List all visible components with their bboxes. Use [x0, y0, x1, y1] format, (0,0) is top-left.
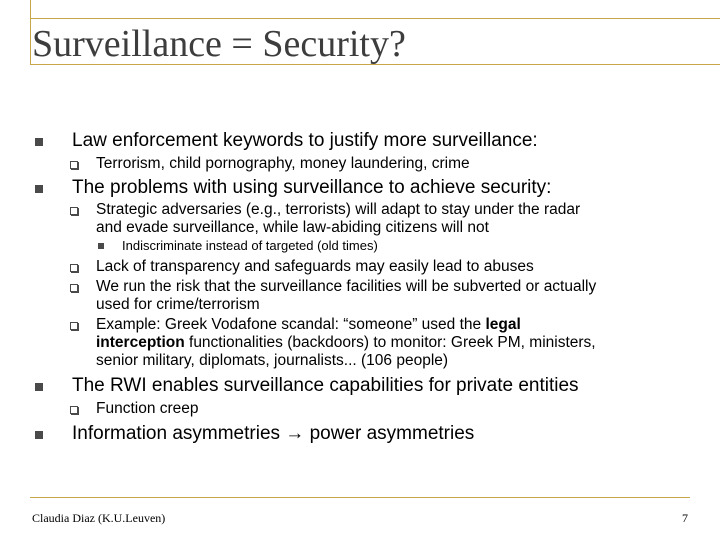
small-square-bullet-icon — [98, 243, 104, 249]
bullet-text: Information asymmetries → power asymmetries — [72, 423, 475, 444]
bullet-text: Lack of transparency and safeguards may easily lead to abuses — [96, 258, 534, 275]
bullet-rwi — [35, 375, 579, 397]
bullet-text: The problems with using surveillance to achieve security: — [72, 177, 552, 198]
bullet-text-line: Strategic adversaries (e.g., terrorists) will adapt to stay under the radar — [96, 201, 581, 218]
bullet-text-line: used for crime/terrorism — [96, 296, 260, 313]
bullet-text: Terrorism, child pornography, money laundering, crime — [96, 155, 470, 172]
footer-rule — [30, 497, 690, 498]
square-bullet-icon — [35, 383, 43, 391]
page-number: 7 — [682, 511, 688, 525]
square-bullet-icon — [35, 138, 43, 146]
bullet-law-enforcement — [35, 130, 538, 152]
bullet-text-line: Example: Greek Vodafone scandal: “someone” used the — [96, 316, 486, 333]
bullet-text-line: functionalities (backdoors) to monitor: Greek PM, ministers, — [184, 334, 596, 351]
hollow-square-bullet-icon — [70, 161, 78, 169]
bullet-text-block — [96, 201, 580, 237]
square-bullet-icon — [35, 185, 43, 193]
sub-sub-bullet-indiscriminate — [98, 238, 378, 254]
bullet-text-line: and evade surveillance, while law-abiding citizens will not — [96, 219, 489, 236]
bold-term: interception — [96, 334, 185, 351]
sub-bullet-transparency — [70, 258, 534, 276]
top-rule — [30, 18, 720, 19]
hollow-square-bullet-icon — [70, 264, 78, 272]
bold-term: legal — [485, 316, 521, 333]
bullet-text-line: senior military, diplomats, journalists... (106 people) — [96, 352, 449, 369]
sub-bullet-keywords — [70, 155, 470, 173]
bullet-text-line: We run the risk that the surveillance facilities will be subverted or actually — [96, 278, 597, 295]
bullet-text: Function creep — [96, 400, 199, 417]
hollow-square-bullet-icon — [70, 322, 78, 330]
sub-bullet-adversaries — [70, 201, 580, 237]
sub-bullet-example — [70, 316, 596, 370]
bullet-problems — [35, 177, 551, 199]
slide-title: Surveillance = Security? — [32, 23, 406, 65]
bullet-text-block — [96, 316, 596, 370]
bullet-text: Indiscriminate instead of targeted (old times) — [122, 238, 378, 253]
bullet-text: The RWI enables surveillance capabilities for private entities — [72, 375, 579, 396]
hollow-square-bullet-icon — [70, 406, 78, 414]
bullet-asymmetries — [35, 423, 474, 445]
hollow-square-bullet-icon — [70, 207, 78, 215]
hollow-square-bullet-icon — [70, 284, 78, 292]
footer-author: Claudia Diaz (K.U.Leuven) — [32, 511, 166, 525]
bullet-text: Law enforcement keywords to justify more surveillance: — [72, 130, 538, 151]
sub-bullet-function-creep — [70, 400, 199, 418]
title-vertical-rule — [30, 0, 31, 64]
sub-bullet-risk — [70, 278, 596, 314]
square-bullet-icon — [35, 431, 43, 439]
bullet-text-block — [96, 278, 596, 314]
